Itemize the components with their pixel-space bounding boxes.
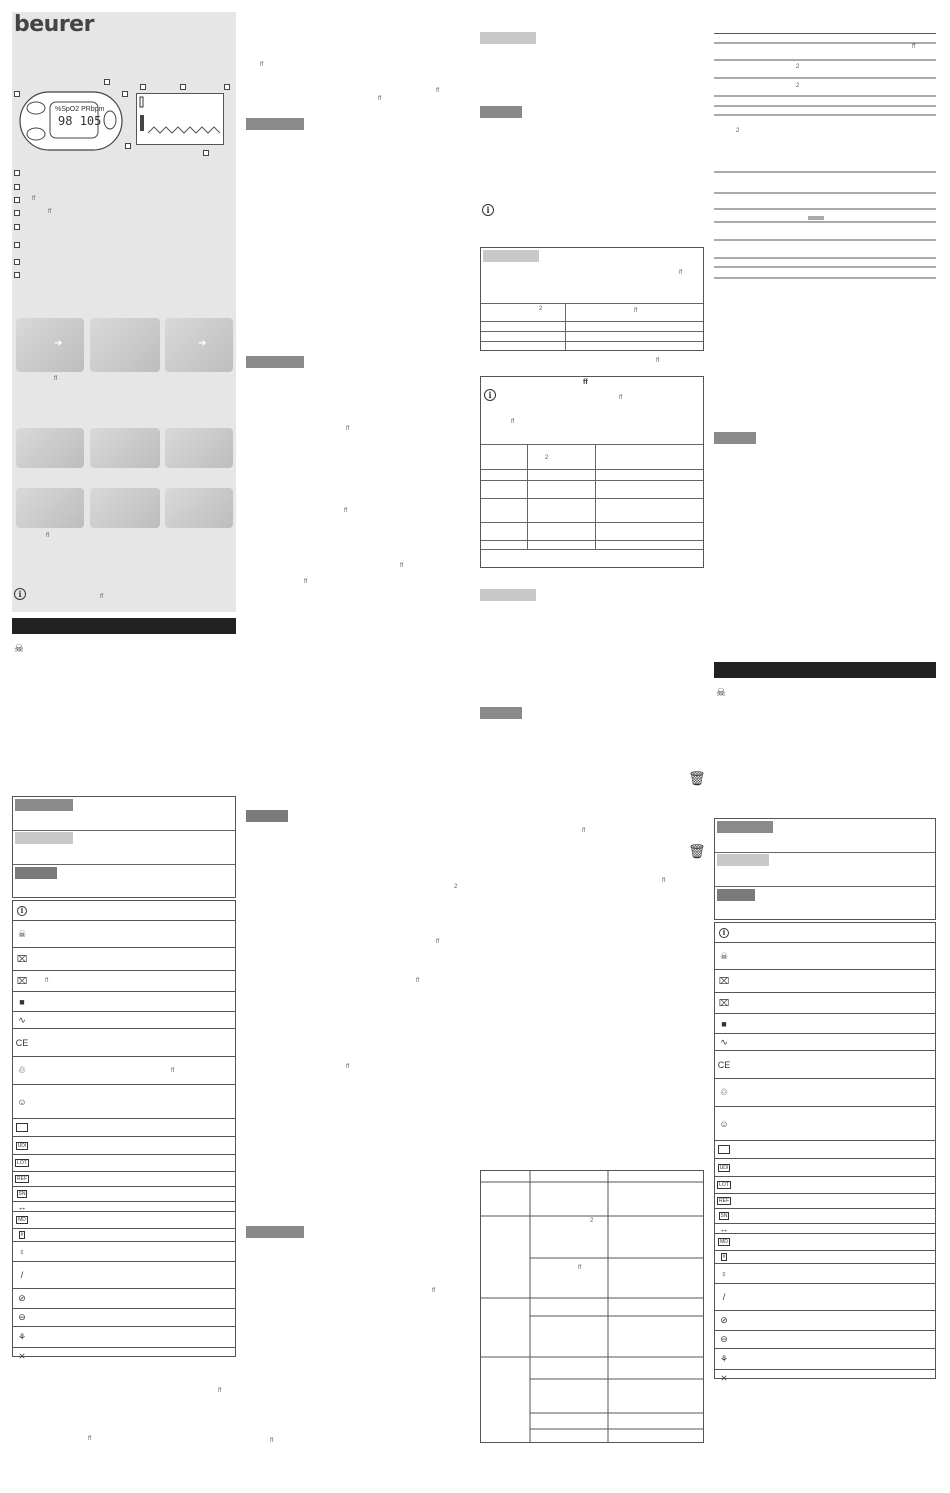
symbol-row	[13, 1241, 235, 1261]
signal-word-box	[12, 796, 236, 898]
section-header	[714, 432, 756, 444]
section-bar	[714, 662, 936, 678]
ref-label-icon	[717, 1195, 731, 1207]
symbol-code: LOT	[719, 1182, 729, 1188]
symbol-code: SN	[720, 1213, 728, 1219]
photo-lanyard-2	[90, 428, 160, 468]
lot-label-icon	[717, 1179, 731, 1191]
display-values	[58, 114, 101, 128]
symbol-row	[13, 1288, 235, 1308]
symbol-row	[715, 1348, 935, 1369]
ligature-mark: ff	[432, 1288, 436, 1294]
ligature-mark: ff	[578, 1265, 582, 1271]
superscript-mark: 2	[545, 455, 549, 461]
symbol-row	[13, 970, 235, 991]
divider	[481, 341, 703, 342]
ligature-mark: ff	[400, 563, 404, 569]
display-segment-icon	[136, 93, 224, 145]
divider	[481, 498, 703, 499]
section-header	[246, 1226, 304, 1238]
column-divider	[527, 444, 528, 549]
user-manual-icon: ♀	[18, 1246, 26, 1257]
warning-icon: ☠	[14, 643, 24, 655]
table-grid	[714, 33, 936, 279]
troubleshooting-table	[480, 1170, 704, 1443]
humidity-icon: ⊘	[18, 1293, 26, 1303]
keep-dry-icon: ⊖	[18, 1312, 26, 1322]
recycle-icon: ♲	[719, 1087, 729, 1097]
specification-table	[480, 247, 704, 351]
pr-label: PRbpm	[81, 106, 105, 113]
display-detail	[136, 93, 224, 145]
table-header	[483, 250, 539, 262]
callout-marker	[14, 91, 20, 97]
bf-type-icon: ☺	[17, 1096, 27, 1107]
symbol-row	[13, 1084, 235, 1118]
callout-marker	[122, 91, 128, 97]
legend-marker	[14, 184, 20, 190]
callout-marker	[104, 79, 110, 85]
divider	[715, 852, 935, 853]
udi-label-icon	[15, 1140, 29, 1152]
symbol-row	[13, 1201, 235, 1211]
ligature-mark: ff	[304, 579, 308, 585]
section-header	[480, 707, 522, 719]
symbol-code: REF	[17, 1176, 27, 1182]
symbol-row	[715, 1050, 935, 1078]
divider	[13, 830, 235, 831]
keep-dry-icon: ⊖	[720, 1334, 728, 1344]
ce-mark-icon: CE	[15, 1037, 29, 1048]
ligature-mark: ff	[662, 878, 666, 884]
superscript-mark: 2	[454, 884, 458, 890]
superscript-mark: 2	[796, 64, 800, 70]
temperature-limit-icon: ↔	[719, 1223, 729, 1234]
divider	[481, 321, 703, 322]
no-reuse-icon: ⨯	[18, 1351, 26, 1361]
weee-bin-icon: 🗑	[688, 770, 706, 786]
symbol-row	[715, 1233, 935, 1250]
symbol-row	[715, 1176, 935, 1193]
photo-finger-2	[90, 488, 160, 528]
symbol-row	[715, 923, 935, 942]
ligature-mark: ff	[511, 419, 515, 425]
superscript-mark: 2	[796, 83, 800, 89]
symbol-row	[715, 1106, 935, 1140]
battery-disposal-icon: ⌧	[718, 997, 730, 1008]
weee-bin-icon: ⌧	[16, 953, 28, 964]
md-label-icon	[15, 1214, 29, 1226]
lot-label-icon	[15, 1157, 29, 1169]
technical-data-table	[714, 33, 936, 279]
user-manual-icon: ♀	[720, 1268, 728, 1279]
symbol-row	[715, 1263, 935, 1283]
info-icon: i	[14, 588, 26, 600]
symbol-row	[715, 1140, 935, 1158]
symbol-row	[13, 1326, 235, 1347]
warning-icon: ☠	[719, 950, 729, 961]
symbol-row	[715, 1158, 935, 1176]
legend-marker	[14, 224, 20, 230]
legend-marker	[14, 259, 20, 265]
symbol-code: UDI	[17, 1142, 27, 1149]
divider	[13, 864, 235, 865]
symbol-row	[715, 1078, 935, 1106]
symbol-row	[715, 1310, 935, 1330]
symbol-code: UDI	[719, 1164, 729, 1171]
callout-marker	[140, 84, 146, 90]
pressure-limit-icon: /	[722, 1292, 726, 1302]
symbol-row	[715, 1330, 935, 1348]
weee-bin-icon: ⌧	[718, 975, 730, 986]
symbol-row	[13, 1308, 235, 1326]
photo-lanyard-3	[165, 428, 233, 468]
info-glyph: i	[719, 928, 729, 938]
symbol-row	[13, 1118, 235, 1136]
symbol-row	[13, 1228, 235, 1241]
temperature-limit-icon: ↔	[17, 1201, 27, 1212]
symbol-row	[715, 1013, 935, 1033]
sn-label-icon	[717, 1210, 731, 1222]
udi-label-icon	[717, 1162, 731, 1174]
symbol-row	[715, 1193, 935, 1208]
signal-word-box	[714, 818, 936, 920]
ligature-mark: ff	[48, 209, 52, 215]
arrow-right-icon: ➔	[54, 338, 63, 349]
section-header	[480, 589, 536, 601]
symbol-row	[13, 1011, 235, 1028]
ligature-mark: ff	[100, 594, 104, 600]
symbol-code: #	[20, 1232, 24, 1238]
table-grid	[480, 1170, 704, 1443]
symbol-row	[13, 1347, 235, 1365]
ligature-mark: ff	[344, 508, 348, 514]
ligature-mark: ff	[436, 88, 440, 94]
display-labels	[55, 106, 104, 113]
divider	[481, 331, 703, 332]
superscript-mark: 2	[590, 1218, 594, 1224]
divider	[481, 540, 703, 541]
ce-mark-icon: CE	[717, 1059, 731, 1070]
section-header	[246, 118, 304, 130]
symbol-row	[13, 1261, 235, 1288]
date-of-manufacture-icon: ∿	[720, 1036, 728, 1047]
symbol-code: MD	[720, 1239, 728, 1245]
symbol-row	[715, 1223, 935, 1233]
divider	[481, 303, 703, 304]
recycle-icon: ♲	[17, 1065, 27, 1075]
superscript-mark: 2	[736, 128, 740, 134]
column-divider	[595, 444, 596, 549]
symbol-row	[715, 1250, 935, 1263]
symbol-row	[13, 920, 235, 947]
symbol-row	[715, 1369, 935, 1387]
header-caution	[15, 832, 73, 844]
manufacturer-icon: ■	[19, 996, 25, 1007]
symbol-code: MD	[18, 1217, 26, 1223]
arrow-right-icon: ➔	[198, 338, 207, 349]
symbol-row	[13, 1171, 235, 1186]
symbol-row	[13, 901, 235, 920]
battery-disposal-icon: 🗑	[688, 843, 706, 859]
symbol-row	[715, 942, 935, 969]
divider	[715, 886, 935, 887]
info-icon	[15, 905, 29, 917]
column-divider	[565, 303, 566, 351]
info-glyph: i	[17, 906, 27, 916]
symbol-row	[715, 992, 935, 1013]
info-icon	[717, 927, 731, 939]
info-icon: i	[484, 389, 496, 401]
symbol-table	[714, 922, 936, 1383]
ligature-mark: ff	[619, 395, 623, 401]
date-of-manufacture-icon: ∿	[18, 1014, 26, 1025]
ligature-mark: ff	[54, 376, 58, 382]
symbol-row	[13, 947, 235, 970]
pr-value: 105	[79, 114, 102, 128]
symbol-row	[13, 1154, 235, 1171]
symbol-row	[715, 969, 935, 992]
sun-protection-icon: ⚘	[17, 1331, 27, 1342]
ligature-mark: ff	[912, 44, 916, 50]
legend-marker	[14, 242, 20, 248]
ligature-mark: ff	[171, 1067, 175, 1074]
callout-marker	[224, 84, 230, 90]
ligature-mark: ff	[270, 1438, 274, 1444]
ligature-mark: ff	[416, 978, 420, 984]
symbol-row	[13, 1186, 235, 1201]
ligature-mark: ff	[346, 426, 350, 432]
ligature-mark: ff	[436, 939, 440, 945]
section-header	[246, 810, 288, 822]
photo-insert-battery	[16, 318, 84, 372]
blank-box-icon	[15, 1122, 29, 1134]
sn-label-icon	[15, 1188, 29, 1200]
symbol-row	[13, 1136, 235, 1154]
section-bar	[12, 618, 236, 634]
humidity-icon: ⊘	[720, 1315, 728, 1325]
divider	[481, 480, 703, 481]
legend-marker	[14, 170, 20, 176]
symbol-row	[715, 1208, 935, 1223]
symbol-code: REF	[719, 1198, 729, 1204]
section-header	[480, 32, 536, 44]
section-header	[246, 356, 304, 368]
ligature-mark: ff	[378, 96, 382, 102]
header-notice	[15, 867, 57, 879]
symbol-table	[12, 900, 236, 1361]
divider	[481, 469, 703, 470]
blank-box-glyph	[16, 1123, 28, 1132]
header-caution	[717, 854, 769, 866]
ligature-mark: ff	[88, 1436, 92, 1442]
pressure-limit-icon: /	[20, 1270, 24, 1280]
ligature-mark: ff	[346, 1064, 350, 1070]
sun-protection-icon: ⚘	[719, 1353, 729, 1364]
legend-marker	[14, 210, 20, 216]
brand-logo: beurer	[14, 12, 94, 37]
measurement-table	[480, 376, 704, 568]
superscript-mark: 2	[539, 306, 543, 312]
ref-label-icon	[15, 1173, 29, 1185]
divider	[481, 522, 703, 523]
symbol-row	[13, 991, 235, 1011]
symbol-code: SN	[18, 1191, 26, 1197]
ligature-mark: ff	[46, 533, 50, 539]
callout-marker	[180, 84, 186, 90]
table-title-mark: ff	[583, 379, 588, 386]
callout-marker	[203, 150, 209, 156]
hash-label-icon	[15, 1229, 29, 1241]
section-header	[480, 106, 522, 118]
photo-battery-compartment	[90, 318, 160, 372]
ligature-mark: ff	[218, 1388, 222, 1394]
ligature-mark: ff	[634, 308, 638, 314]
legend-marker	[14, 197, 20, 203]
battery-disposal-icon: ⌧	[16, 975, 28, 986]
spo2-value: 98	[58, 114, 73, 128]
blank-box-glyph	[718, 1145, 730, 1154]
ligature-mark: ff	[656, 358, 660, 364]
header-warning	[15, 799, 73, 811]
legend-marker	[14, 272, 20, 278]
spo2-label: %SpO2	[55, 106, 80, 113]
manufacturer-icon: ■	[721, 1018, 727, 1029]
warning-icon: ☠	[716, 687, 726, 699]
no-reuse-icon: ⨯	[720, 1373, 728, 1383]
info-icon: i	[482, 204, 494, 216]
symbol-row	[13, 1211, 235, 1228]
symbol-row	[13, 1028, 235, 1056]
symbol-row	[715, 1283, 935, 1310]
symbol-row	[715, 1033, 935, 1050]
ligature-mark: ff	[260, 62, 264, 68]
header-notice	[717, 889, 755, 901]
ligature-mark: ff	[679, 270, 683, 276]
photo-lanyard-1	[16, 428, 84, 468]
blank-box-icon	[717, 1144, 731, 1156]
divider	[481, 444, 703, 445]
symbol-row	[13, 1056, 235, 1084]
ligature-mark: ff	[582, 828, 586, 834]
photo-finger-3	[165, 488, 233, 528]
ligature-mark: ff	[32, 196, 36, 202]
md-label-icon	[717, 1236, 731, 1248]
photo-finger-1	[16, 488, 84, 528]
header-warning	[717, 821, 773, 833]
symbol-code: #	[722, 1254, 726, 1260]
symbol-code: LOT	[17, 1160, 27, 1166]
callout-marker	[125, 143, 131, 149]
hash-label-icon	[717, 1251, 731, 1263]
ligature-mark: ff	[45, 978, 49, 984]
bf-type-icon: ☺	[719, 1118, 729, 1129]
divider	[481, 549, 703, 550]
warning-icon: ☠	[17, 928, 27, 939]
